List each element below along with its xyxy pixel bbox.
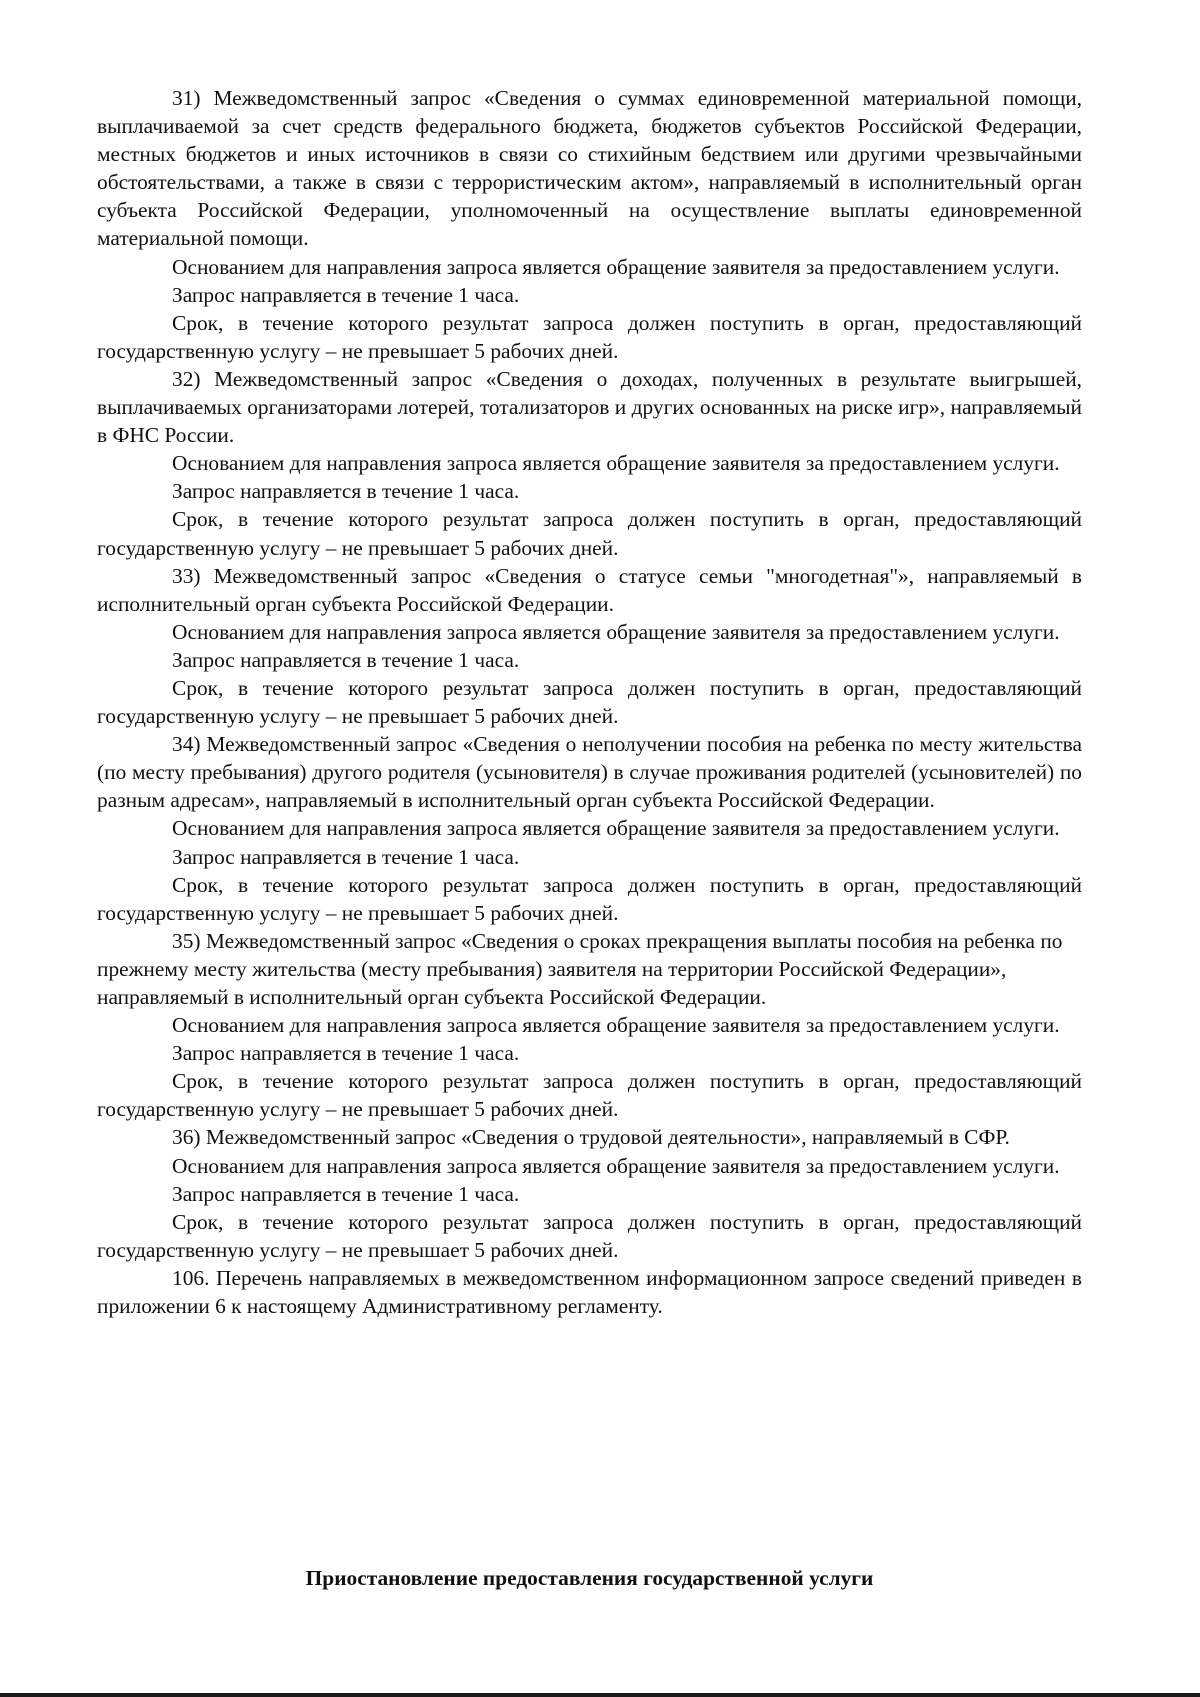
paragraph-31-timing: Запрос направляется в течение 1 часа. xyxy=(172,282,520,307)
paragraph-35-deadline: Срок, в течение которого результат запроса должен поступить в орган, предоставляющий государственную услугу – не превышает 5 рабочих дней. xyxy=(97,1069,1082,1122)
paragraph-31-request: 31) Межведомственный запрос «Сведения о суммах единовременной материальной помощи, выплачиваемой за счет средств федерального бюджета, бюджетов субъектов Российской Федерации, местных бюджетов и иных источников в связи со стихийным бедствием или другими чрезвычайными обстоятельствами, а также в связи с террористическим актом», направляемый в исполнительный орган субъекта Российской Федерации, уполномоченный на осуществление выплаты единовременной материальной помощи. xyxy=(97,86,1082,251)
section-heading: Приостановление предоставления государственной услуги xyxy=(305,1566,874,1590)
paragraph-34-deadline: Срок, в течение которого результат запроса должен поступить в орган, предоставляющий государственную услугу – не превышает 5 рабочих дней. xyxy=(97,872,1082,925)
paragraph-32-deadline: Срок, в течение которого результат запроса должен поступить в орган, предоставляющий государственную услугу – не превышает 5 рабочих дней. xyxy=(97,507,1082,560)
document-body xyxy=(97,84,1082,1320)
paragraph-32-request: 32) Межведомственный запрос «Сведения о доходах, полученных в результате выигрышей, выплачиваемых организаторами лотерей, тотализаторов и других основанных на риске игр», направляемый в ФНС России. xyxy=(97,366,1082,448)
scan-edge-divider xyxy=(0,1693,1200,1697)
paragraph-33-timing: Запрос направляется в течение 1 часа. xyxy=(172,647,520,672)
paragraph-34-basis: Основанием для направления запроса является обращение заявителя за предоставлением услуги. xyxy=(172,816,1060,841)
paragraph-33-request: 33) Межведомственный запрос «Сведения о статусе семьи "многодетная"», направляемый в исполнительный орган субъекта Российской Федерации. xyxy=(97,563,1082,616)
paragraph-31-deadline: Срок, в течение которого результат запроса должен поступить в орган, предоставляющий государственную услугу – не превышает 5 рабочих дней. xyxy=(97,310,1082,363)
paragraph-34-timing: Запрос направляется в течение 1 часа. xyxy=(172,844,520,869)
paragraph-36-timing: Запрос направляется в течение 1 часа. xyxy=(172,1181,520,1206)
paragraph-106: 106. Перечень направляемых в межведомственном информационном запросе сведений приведен в приложении 6 к настоящему Административному регламенту. xyxy=(97,1265,1082,1319)
paragraph-34-request: 34) Межведомственный запрос «Сведения о неполучении пособия на ребенка по месту жительства (по месту пребывания) другого родителя (усыновителя) в случае проживания родителей (усыновителей) по разным адресам», направляемый в исполнительный орган субъекта Российской Федерации. xyxy=(97,732,1082,813)
paragraph-31-basis: Основанием для направления запроса является обращение заявителя за предоставлением услуги. xyxy=(172,254,1060,279)
paragraph-32-timing: Запрос направляется в течение 1 часа. xyxy=(172,479,520,504)
paragraph-33-deadline: Срок, в течение которого результат запроса должен поступить в орган, предоставляющий государственную услугу – не превышает 5 рабочих дней. xyxy=(97,675,1082,729)
paragraph-35-timing: Запрос направляется в течение 1 часа. xyxy=(172,1041,520,1066)
paragraph-36-deadline: Срок, в течение которого результат запроса должен поступить в орган, предоставляющий государственную услугу – не превышает 5 рабочих дней. xyxy=(97,1209,1082,1262)
paragraph-36-basis: Основанием для направления запроса является обращение заявителя за предоставлением услуги. xyxy=(172,1153,1060,1178)
paragraph-36-request: 36) Межведомственный запрос «Сведения о трудовой деятельности», направляемый в СФР. xyxy=(172,1125,1010,1150)
paragraph-32-basis: Основанием для направления запроса является обращение заявителя за предоставлением услуги. xyxy=(172,451,1060,476)
paragraph-35-basis: Основанием для направления запроса является обращение заявителя за предоставлением услуги. xyxy=(172,1013,1060,1038)
paragraph-35-request: 35) Межведомственный запрос «Сведения о сроках прекращения выплаты пособия на ребенка по прежнему месту жительства (месту пребывания) заявителя на территории Российской Федерации», направляемый в исполнительный орган субъекта Российской Федерации. xyxy=(97,928,1063,1009)
paragraph-33-basis: Основанием для направления запроса является обращение заявителя за предоставлением услуги. xyxy=(172,619,1060,644)
